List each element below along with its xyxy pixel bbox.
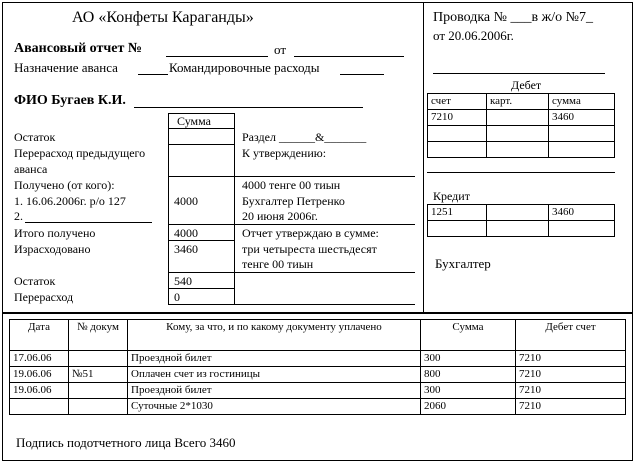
purpose-label: Назначение аванса xyxy=(14,60,118,75)
debit-title: Дебет xyxy=(511,78,542,92)
report-from-label: от xyxy=(274,42,287,57)
debit-cell xyxy=(487,126,549,142)
report-date-line xyxy=(294,56,404,57)
credit-cell xyxy=(487,205,549,221)
cell-doc xyxy=(69,351,128,367)
credit-cell: 1251 xyxy=(428,205,487,221)
credit-table xyxy=(427,204,615,237)
approved-line-1: Отчет утверждаю в сумме: xyxy=(242,226,379,240)
purpose-value: Командировочные расходы xyxy=(169,60,320,75)
credit-cell xyxy=(428,221,487,237)
col-header-description: Кому, за что, и по какому документу уплачено xyxy=(128,320,421,351)
cell-date: 19.06.06 xyxy=(10,367,69,383)
approval-date: 20 июня 2006г. xyxy=(242,209,318,223)
cell-sum: 800 xyxy=(421,367,516,383)
cell-debit: 7210 xyxy=(516,351,626,367)
debit-cell xyxy=(487,110,549,126)
credit-title: Кредит xyxy=(433,189,470,203)
debit-cell: 7210 xyxy=(428,110,487,126)
cell-debit: 7210 xyxy=(516,399,626,415)
total-received-label: Итого получено xyxy=(14,226,96,240)
debit-cell xyxy=(549,126,615,142)
purpose-line-b xyxy=(340,74,384,75)
col-header-debit: Дебет счет xyxy=(516,320,626,351)
cell-description: Проездной билет xyxy=(128,351,421,367)
cell-sum: 300 xyxy=(421,383,516,399)
provodka-title: Проводка № ___в ж/о №7_ xyxy=(433,10,594,25)
cell-description: Проездной билет xyxy=(128,383,421,399)
debit-cell: 3460 xyxy=(549,110,615,126)
cell-date xyxy=(10,399,69,415)
received-value-1: 4000 xyxy=(174,194,198,208)
cell-doc xyxy=(69,383,128,399)
signature-line: Подпись подотчетного лица Всего 3460 xyxy=(16,435,236,450)
right-accountant-label: Бухгалтер xyxy=(435,256,491,271)
report-number-line xyxy=(166,56,268,57)
received-label: Получено (от кого): xyxy=(14,178,115,192)
report-title: Авансовый отчет № xyxy=(14,41,142,56)
overspent-label: Перерасход xyxy=(14,290,74,304)
pererashod-label-1: Перерасход предыдущего xyxy=(14,146,146,160)
approved-line-2: три четыреста шестьдесят xyxy=(242,242,377,256)
cell-date: 19.06.06 xyxy=(10,383,69,399)
cell-debit: 7210 xyxy=(516,383,626,399)
debit-cell xyxy=(428,126,487,142)
total-received-value: 4000 xyxy=(174,226,198,240)
received-item-2-line xyxy=(25,222,152,223)
col-header-date: Дата xyxy=(10,320,69,351)
cell-doc: №51 xyxy=(69,367,128,383)
approval-accountant: Бухгалтер Петренко xyxy=(242,194,345,208)
cell-sum: 300 xyxy=(421,351,516,367)
cell-description: Оплачен счет из гостиницы xyxy=(128,367,421,383)
col-header-doc: № докум xyxy=(69,320,128,351)
spent-value: 3460 xyxy=(174,242,198,256)
fio-line xyxy=(134,107,363,108)
received-item-2: 2. xyxy=(14,209,23,223)
spent-label: Израсходовано xyxy=(14,242,91,256)
table-row xyxy=(10,383,626,399)
debit-header-card: карт. xyxy=(487,94,549,110)
pererashod-label-2: аванса xyxy=(14,162,48,176)
sum-header: Сумма xyxy=(177,114,211,128)
company-title: АО «Конфеты Караганды» xyxy=(72,9,254,26)
credit-cell xyxy=(487,221,549,237)
credit-cell: 3460 xyxy=(549,205,615,221)
to-approve-label: К утверждению: xyxy=(242,146,327,160)
table-row xyxy=(10,399,626,415)
cell-description: Суточные 2*1030 xyxy=(128,399,421,415)
cell-debit: 7210 xyxy=(516,367,626,383)
table-row xyxy=(10,367,626,383)
debit-cell xyxy=(549,142,615,158)
cell-sum: 2060 xyxy=(421,399,516,415)
debit-cell xyxy=(487,142,549,158)
debit-table xyxy=(427,93,615,158)
approval-amount: 4000 тенге 00 тиын xyxy=(242,178,341,192)
approval-dash: _ xyxy=(242,292,248,306)
credit-cell xyxy=(549,221,615,237)
balance-value: 540 xyxy=(174,274,192,288)
cell-date: 17.06.06 xyxy=(10,351,69,367)
cell-doc xyxy=(69,399,128,415)
balance-label: Остаток xyxy=(14,274,56,288)
approved-line-3: тенге 00 тиын xyxy=(242,257,314,271)
overspent-value: 0 xyxy=(174,290,180,304)
fio-label: ФИО Бугаев К.И. xyxy=(14,93,126,108)
expenses-table xyxy=(9,319,626,415)
section-label: Раздел ______&_______ xyxy=(242,130,367,144)
purpose-line-a xyxy=(138,74,168,75)
debit-header-sum: сумма xyxy=(549,94,615,110)
table-row xyxy=(10,351,626,367)
debit-cell xyxy=(428,142,487,158)
ostatok-label: Остаток xyxy=(14,130,56,144)
col-header-sum: Сумма xyxy=(421,320,516,351)
received-item-1: 1. 16.06.2006г. р/о 127 xyxy=(14,194,126,208)
provodka-date: от 20.06.2006г. xyxy=(433,28,514,43)
top-section-divider xyxy=(423,2,424,313)
debit-header-account: счет xyxy=(428,94,487,110)
